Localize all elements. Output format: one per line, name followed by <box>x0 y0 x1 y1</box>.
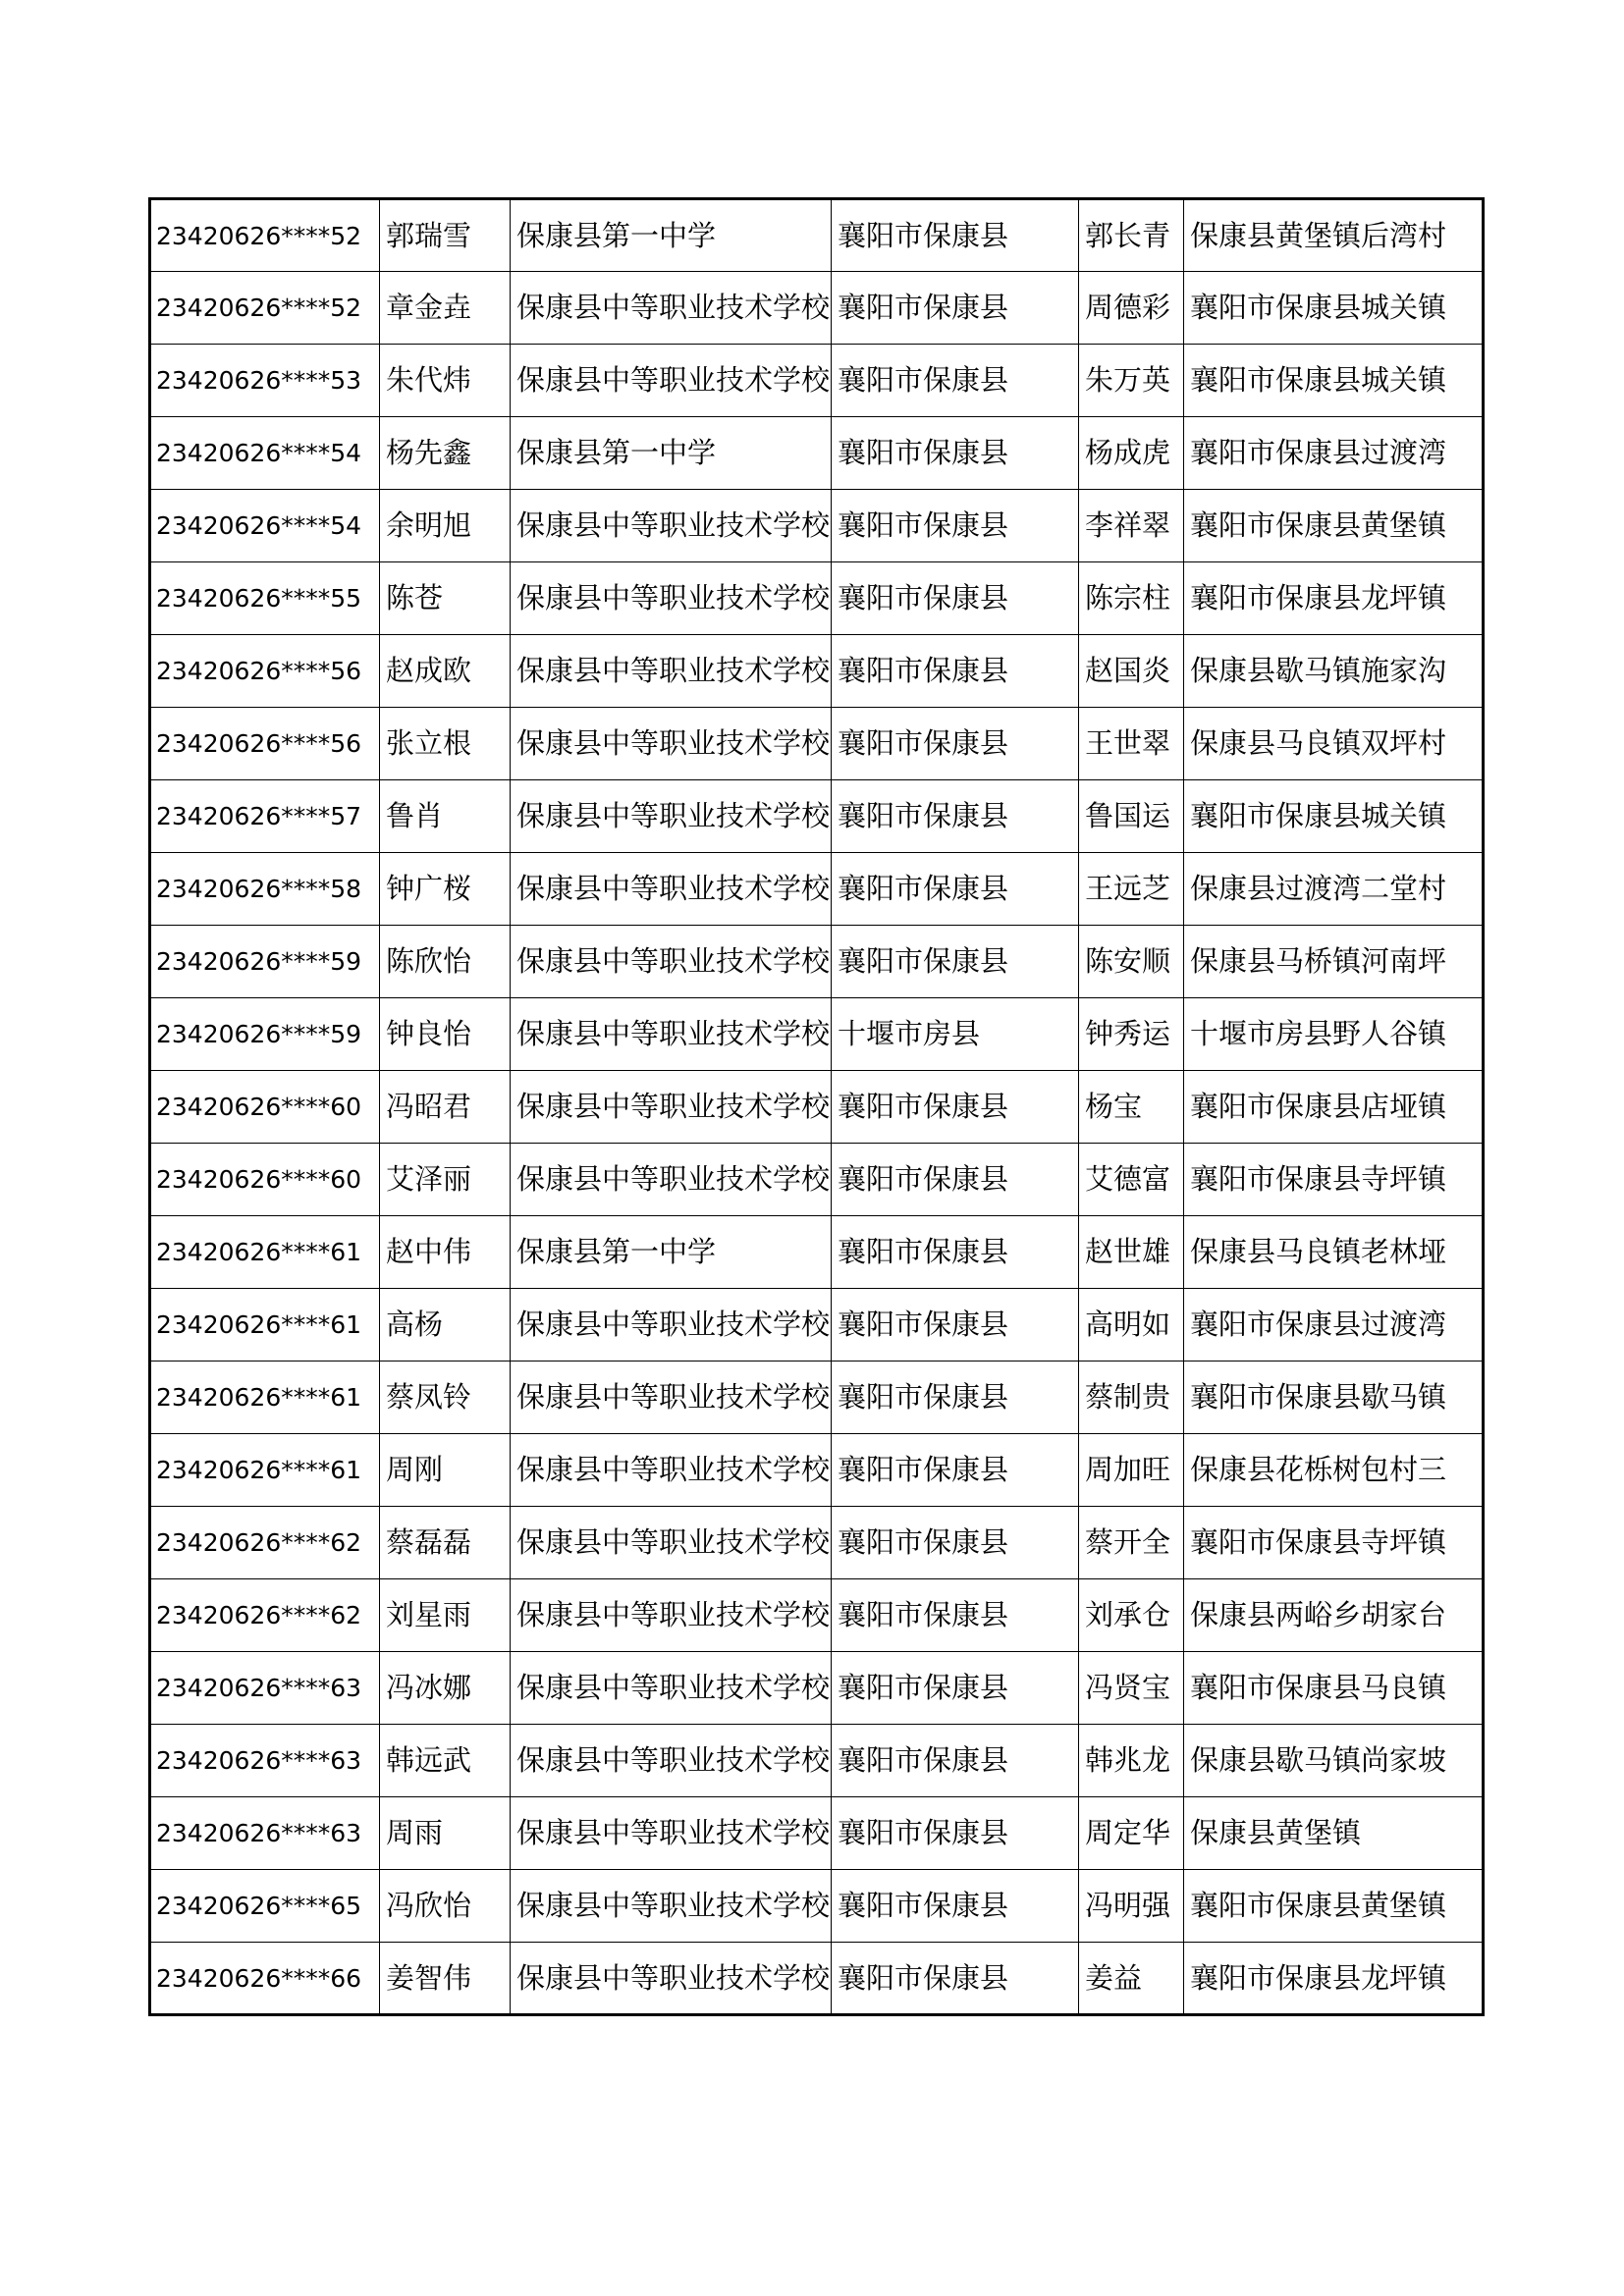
guardian-cell: 陈宗柱 <box>1079 562 1184 635</box>
name-cell: 周刚 <box>380 1434 511 1507</box>
id-cell: 23420626****57 <box>150 780 380 853</box>
guardian-cell: 冯贤宝 <box>1079 1652 1184 1725</box>
guardian-cell: 刘承仓 <box>1079 1579 1184 1652</box>
name-cell: 杨先鑫 <box>380 417 511 490</box>
id-cell: 23420626****62 <box>150 1507 380 1579</box>
address-cell: 襄阳市保康县龙坪镇 <box>1184 1943 1484 2015</box>
address-cell: 保康县歇马镇尚家坡 <box>1184 1725 1484 1797</box>
id-cell: 23420626****63 <box>150 1652 380 1725</box>
region-cell: 襄阳市保康县 <box>832 562 1079 635</box>
school-cell: 保康县第一中学 <box>511 199 832 272</box>
guardian-cell: 赵世雄 <box>1079 1216 1184 1289</box>
address-cell: 保康县马良镇双坪村 <box>1184 708 1484 780</box>
school-cell: 保康县中等职业技术学校 <box>511 1652 832 1725</box>
guardian-cell: 周定华 <box>1079 1797 1184 1870</box>
id-cell: 23420626****55 <box>150 562 380 635</box>
region-cell: 襄阳市保康县 <box>832 635 1079 708</box>
school-cell: 保康县中等职业技术学校 <box>511 490 832 562</box>
guardian-cell: 周德彩 <box>1079 272 1184 345</box>
student-records-table <box>148 197 1485 2016</box>
guardian-cell: 钟秀运 <box>1079 998 1184 1071</box>
school-cell: 保康县第一中学 <box>511 1216 832 1289</box>
table-row <box>150 1507 1484 1579</box>
name-cell: 刘星雨 <box>380 1579 511 1652</box>
school-cell: 保康县中等职业技术学校 <box>511 1434 832 1507</box>
region-cell: 十堰市房县 <box>832 998 1079 1071</box>
region-cell: 襄阳市保康县 <box>832 780 1079 853</box>
id-cell: 23420626****61 <box>150 1362 380 1434</box>
address-cell: 保康县两峪乡胡家台 <box>1184 1579 1484 1652</box>
id-cell: 23420626****66 <box>150 1943 380 2015</box>
region-cell: 襄阳市保康县 <box>832 853 1079 926</box>
school-cell: 保康县中等职业技术学校 <box>511 853 832 926</box>
region-cell: 襄阳市保康县 <box>832 708 1079 780</box>
school-cell: 保康县中等职业技术学校 <box>511 345 832 417</box>
address-cell: 襄阳市保康县过渡湾 <box>1184 1289 1484 1362</box>
region-cell: 襄阳市保康县 <box>832 1434 1079 1507</box>
name-cell: 周雨 <box>380 1797 511 1870</box>
name-cell: 赵成欧 <box>380 635 511 708</box>
table-row <box>150 635 1484 708</box>
school-cell: 保康县中等职业技术学校 <box>511 1943 832 2015</box>
id-cell: 23420626****53 <box>150 345 380 417</box>
region-cell: 襄阳市保康县 <box>832 490 1079 562</box>
region-cell: 襄阳市保康县 <box>832 1652 1079 1725</box>
id-cell: 23420626****56 <box>150 708 380 780</box>
region-cell: 襄阳市保康县 <box>832 1216 1079 1289</box>
guardian-cell: 鲁国运 <box>1079 780 1184 853</box>
name-cell: 蔡磊磊 <box>380 1507 511 1579</box>
address-cell: 襄阳市保康县城关镇 <box>1184 780 1484 853</box>
name-cell: 赵中伟 <box>380 1216 511 1289</box>
address-cell: 保康县黄堡镇后湾村 <box>1184 199 1484 272</box>
address-cell: 襄阳市保康县黄堡镇 <box>1184 490 1484 562</box>
address-cell: 保康县过渡湾二堂村 <box>1184 853 1484 926</box>
guardian-cell: 李祥翠 <box>1079 490 1184 562</box>
guardian-cell: 周加旺 <box>1079 1434 1184 1507</box>
guardian-cell: 王远芝 <box>1079 853 1184 926</box>
table-body <box>150 199 1484 2015</box>
table-row <box>150 1579 1484 1652</box>
school-cell: 保康县第一中学 <box>511 417 832 490</box>
address-cell: 十堰市房县野人谷镇 <box>1184 998 1484 1071</box>
name-cell: 章金垚 <box>380 272 511 345</box>
address-cell: 襄阳市保康县寺坪镇 <box>1184 1507 1484 1579</box>
id-cell: 23420626****54 <box>150 417 380 490</box>
id-cell: 23420626****52 <box>150 199 380 272</box>
name-cell: 冯冰娜 <box>380 1652 511 1725</box>
table-row <box>150 562 1484 635</box>
address-cell: 襄阳市保康县黄堡镇 <box>1184 1870 1484 1943</box>
guardian-cell: 杨成虎 <box>1079 417 1184 490</box>
address-cell: 襄阳市保康县城关镇 <box>1184 345 1484 417</box>
address-cell: 襄阳市保康县过渡湾 <box>1184 417 1484 490</box>
school-cell: 保康县中等职业技术学校 <box>511 1071 832 1144</box>
name-cell: 蔡凤铃 <box>380 1362 511 1434</box>
name-cell: 钟良怡 <box>380 998 511 1071</box>
id-cell: 23420626****61 <box>150 1289 380 1362</box>
name-cell: 郭瑞雪 <box>380 199 511 272</box>
table-row <box>150 708 1484 780</box>
address-cell: 襄阳市保康县城关镇 <box>1184 272 1484 345</box>
region-cell: 襄阳市保康县 <box>832 417 1079 490</box>
address-cell: 保康县马桥镇河南坪 <box>1184 926 1484 998</box>
school-cell: 保康县中等职业技术学校 <box>511 926 832 998</box>
name-cell: 冯昭君 <box>380 1071 511 1144</box>
guardian-cell: 王世翠 <box>1079 708 1184 780</box>
address-cell: 保康县马良镇老林垭 <box>1184 1216 1484 1289</box>
guardian-cell: 蔡制贵 <box>1079 1362 1184 1434</box>
school-cell: 保康县中等职业技术学校 <box>511 272 832 345</box>
address-cell: 襄阳市保康县龙坪镇 <box>1184 562 1484 635</box>
id-cell: 23420626****63 <box>150 1725 380 1797</box>
region-cell: 襄阳市保康县 <box>832 1071 1079 1144</box>
region-cell: 襄阳市保康县 <box>832 1797 1079 1870</box>
id-cell: 23420626****63 <box>150 1797 380 1870</box>
region-cell: 襄阳市保康县 <box>832 345 1079 417</box>
region-cell: 襄阳市保康县 <box>832 272 1079 345</box>
table-row <box>150 1216 1484 1289</box>
table-row <box>150 272 1484 345</box>
id-cell: 23420626****56 <box>150 635 380 708</box>
school-cell: 保康县中等职业技术学校 <box>511 635 832 708</box>
table-row <box>150 1434 1484 1507</box>
school-cell: 保康县中等职业技术学校 <box>511 1289 832 1362</box>
id-cell: 23420626****61 <box>150 1434 380 1507</box>
name-cell: 陈苍 <box>380 562 511 635</box>
id-cell: 23420626****58 <box>150 853 380 926</box>
school-cell: 保康县中等职业技术学校 <box>511 1507 832 1579</box>
table-row <box>150 926 1484 998</box>
name-cell: 姜智伟 <box>380 1943 511 2015</box>
guardian-cell: 郭长青 <box>1079 199 1184 272</box>
school-cell: 保康县中等职业技术学校 <box>511 1144 832 1216</box>
school-cell: 保康县中等职业技术学校 <box>511 562 832 635</box>
guardian-cell: 杨宝 <box>1079 1071 1184 1144</box>
id-cell: 23420626****60 <box>150 1071 380 1144</box>
name-cell: 陈欣怡 <box>380 926 511 998</box>
table-row <box>150 1144 1484 1216</box>
address-cell: 保康县花栎树包村三 <box>1184 1434 1484 1507</box>
address-cell: 保康县黄堡镇 <box>1184 1797 1484 1870</box>
table-row <box>150 1870 1484 1943</box>
school-cell: 保康县中等职业技术学校 <box>511 1870 832 1943</box>
school-cell: 保康县中等职业技术学校 <box>511 1797 832 1870</box>
address-cell: 襄阳市保康县寺坪镇 <box>1184 1144 1484 1216</box>
guardian-cell: 姜益 <box>1079 1943 1184 2015</box>
name-cell: 高杨 <box>380 1289 511 1362</box>
id-cell: 23420626****59 <box>150 998 380 1071</box>
guardian-cell: 艾德富 <box>1079 1144 1184 1216</box>
table-row <box>150 853 1484 926</box>
school-cell: 保康县中等职业技术学校 <box>511 780 832 853</box>
guardian-cell: 朱万英 <box>1079 345 1184 417</box>
table-row <box>150 1797 1484 1870</box>
id-cell: 23420626****54 <box>150 490 380 562</box>
region-cell: 襄阳市保康县 <box>832 1943 1079 2015</box>
region-cell: 襄阳市保康县 <box>832 1870 1079 1943</box>
school-cell: 保康县中等职业技术学校 <box>511 1579 832 1652</box>
school-cell: 保康县中等职业技术学校 <box>511 1362 832 1434</box>
id-cell: 23420626****60 <box>150 1144 380 1216</box>
name-cell: 余明旭 <box>380 490 511 562</box>
name-cell: 韩远武 <box>380 1725 511 1797</box>
guardian-cell: 冯明强 <box>1079 1870 1184 1943</box>
region-cell: 襄阳市保康县 <box>832 926 1079 998</box>
id-cell: 23420626****61 <box>150 1216 380 1289</box>
region-cell: 襄阳市保康县 <box>832 1362 1079 1434</box>
school-cell: 保康县中等职业技术学校 <box>511 708 832 780</box>
guardian-cell: 赵国炎 <box>1079 635 1184 708</box>
table-row <box>150 1943 1484 2015</box>
region-cell: 襄阳市保康县 <box>832 1144 1079 1216</box>
guardian-cell: 陈安顺 <box>1079 926 1184 998</box>
table-row <box>150 417 1484 490</box>
name-cell: 艾泽丽 <box>380 1144 511 1216</box>
table-row <box>150 199 1484 272</box>
address-cell: 保康县歇马镇施家沟 <box>1184 635 1484 708</box>
table-row <box>150 1725 1484 1797</box>
name-cell: 冯欣怡 <box>380 1870 511 1943</box>
id-cell: 23420626****65 <box>150 1870 380 1943</box>
table-row <box>150 1071 1484 1144</box>
guardian-cell: 韩兆龙 <box>1079 1725 1184 1797</box>
address-cell: 襄阳市保康县马良镇 <box>1184 1652 1484 1725</box>
region-cell: 襄阳市保康县 <box>832 1289 1079 1362</box>
table-row <box>150 345 1484 417</box>
region-cell: 襄阳市保康县 <box>832 199 1079 272</box>
id-cell: 23420626****62 <box>150 1579 380 1652</box>
table-row <box>150 1289 1484 1362</box>
name-cell: 张立根 <box>380 708 511 780</box>
region-cell: 襄阳市保康县 <box>832 1725 1079 1797</box>
table-row <box>150 490 1484 562</box>
id-cell: 23420626****59 <box>150 926 380 998</box>
school-cell: 保康县中等职业技术学校 <box>511 1725 832 1797</box>
address-cell: 襄阳市保康县歇马镇 <box>1184 1362 1484 1434</box>
name-cell: 钟广桜 <box>380 853 511 926</box>
name-cell: 鲁肖 <box>380 780 511 853</box>
guardian-cell: 蔡开全 <box>1079 1507 1184 1579</box>
table-row <box>150 998 1484 1071</box>
guardian-cell: 高明如 <box>1079 1289 1184 1362</box>
address-cell: 襄阳市保康县店垭镇 <box>1184 1071 1484 1144</box>
table-row <box>150 780 1484 853</box>
id-cell: 23420626****52 <box>150 272 380 345</box>
table-row <box>150 1652 1484 1725</box>
name-cell: 朱代炜 <box>380 345 511 417</box>
table-row <box>150 1362 1484 1434</box>
region-cell: 襄阳市保康县 <box>832 1579 1079 1652</box>
region-cell: 襄阳市保康县 <box>832 1507 1079 1579</box>
school-cell: 保康县中等职业技术学校 <box>511 998 832 1071</box>
